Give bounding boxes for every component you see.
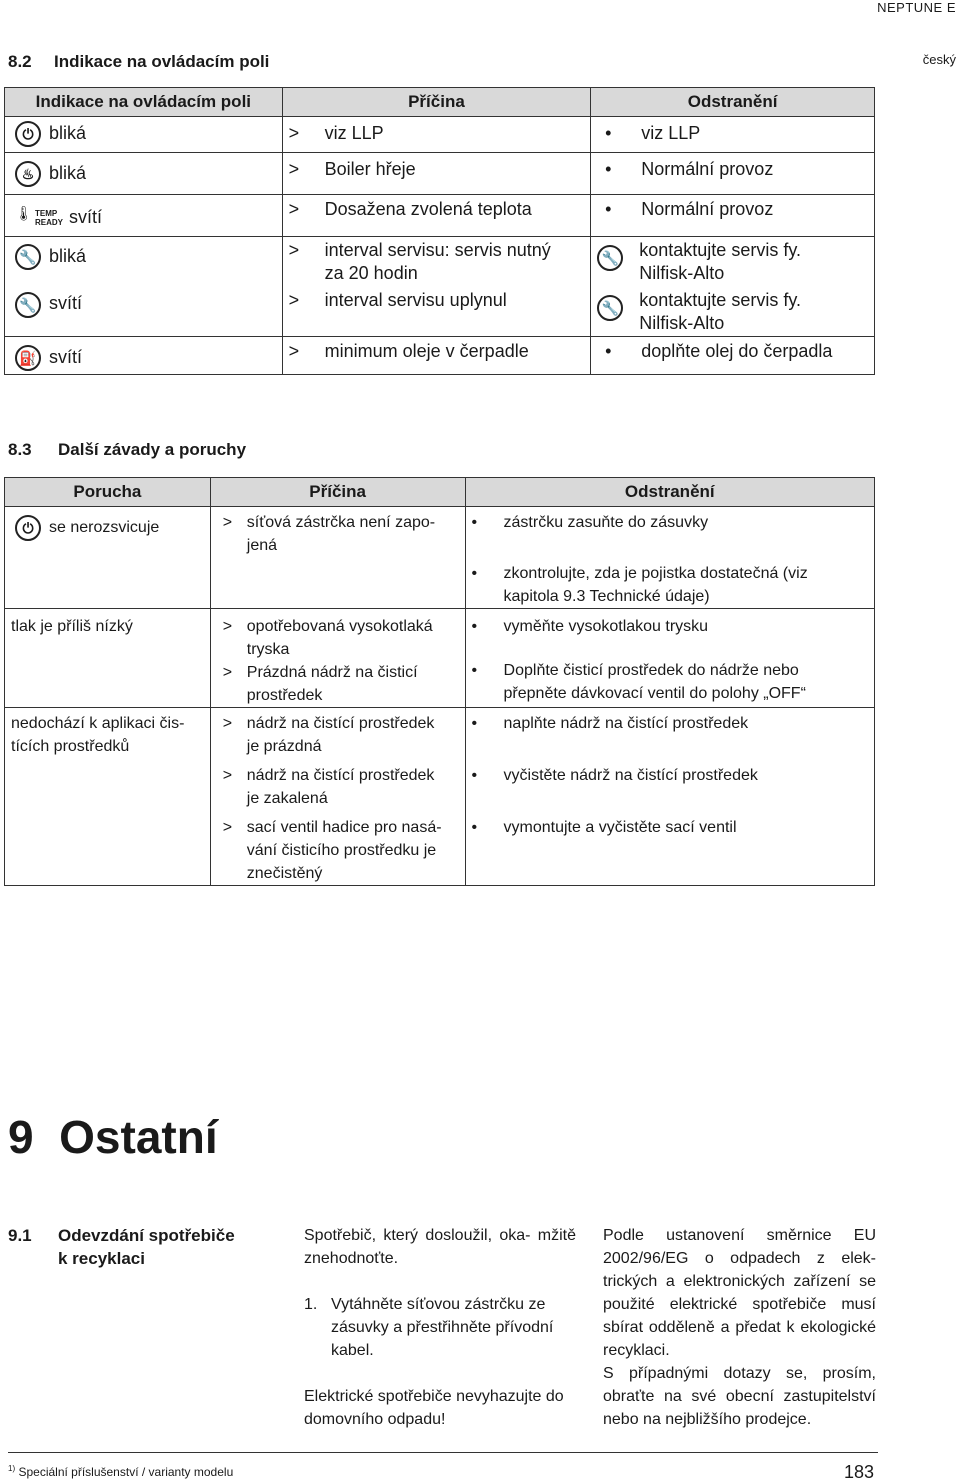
column-header: Porucha <box>5 478 211 507</box>
chapter-number: 9 <box>8 1111 34 1163</box>
footnote-text: Speciální příslušenství / varianty modelu <box>18 1465 234 1479</box>
cause-text: Boiler hřeje <box>324 159 416 179</box>
table-header-row <box>5 478 875 507</box>
gt-marker: > <box>288 290 300 310</box>
numbered-step <box>304 1293 576 1362</box>
fault-text: se nerozsvicuje <box>49 519 160 537</box>
fault-text: nedochází k aplikaci čis- tících prostředků <box>11 715 185 755</box>
gt-marker: > <box>222 819 233 836</box>
bullet-marker: • <box>471 662 478 679</box>
bullet-marker: • <box>471 618 478 635</box>
footnote <box>8 1464 233 1479</box>
indication-text: bliká <box>49 246 87 266</box>
indication-text: svítí <box>69 206 103 227</box>
gt-marker: > <box>288 159 300 179</box>
section-9-1-heading <box>8 1224 235 1270</box>
gt-marker: > <box>288 341 300 361</box>
remedy-text: doplňte olej do čerpadla <box>641 341 833 361</box>
table-row <box>5 337 875 375</box>
bullet-marker: • <box>471 767 478 784</box>
gt-marker: > <box>222 664 233 681</box>
remedy-text: zástrčku zasuňte do zásuvky <box>503 514 709 531</box>
footer-divider <box>8 1452 878 1453</box>
boiler-icon: ♨ <box>15 161 41 187</box>
indication-text: bliká <box>49 162 87 183</box>
language-label: český <box>922 52 956 67</box>
bullet-marker: • <box>471 514 478 531</box>
wrench-icon: 🔧 <box>15 292 41 318</box>
step-text: Vytáhněte síťovou zástrčku ze zásuvky a přestřihněte přívodní kabel. <box>331 1296 554 1359</box>
gt-marker: > <box>288 240 300 260</box>
fault-text: tlak je příliš nízký <box>11 618 133 635</box>
gt-marker: > <box>222 715 233 732</box>
remedy-text: vymontujte a vyčistěte sací ventil <box>503 819 737 836</box>
cause-text: minimum oleje v čerpadle <box>324 341 529 361</box>
wrench-icon: 🔧 <box>15 244 41 270</box>
cause-text: interval servisu uplynul <box>324 290 507 310</box>
cause-text: sací ventil hadice pro nasá- vání čisticího prostředku je znečistěný <box>246 819 442 882</box>
bullet-marker: • <box>605 123 612 143</box>
section-8-3-heading <box>8 440 246 460</box>
chapter-title: Ostatní <box>59 1111 218 1163</box>
bullet-marker: • <box>605 341 612 361</box>
remedy-text: kontaktujte servis fy. Nilfisk-Alto <box>639 290 801 333</box>
bullet-marker: • <box>471 715 478 732</box>
step-number: 1. <box>304 1296 318 1313</box>
remedy-text: kontaktujte servis fy. Nilfisk-Alto <box>639 240 801 283</box>
footnote-marker: 1) <box>8 1464 16 1473</box>
remedy-text: Normální provoz <box>641 199 774 219</box>
column-header: Odstranění <box>465 478 874 507</box>
bullet-marker: • <box>605 199 612 219</box>
indicator-table <box>4 87 875 375</box>
table-row <box>5 609 875 708</box>
plug-icon: ⏻ <box>15 515 41 541</box>
temp-ready-icon: TEMP READY <box>35 209 64 227</box>
remedy-text: Doplňte čisticí prostředek do nádrže nebo přepněte dávkovací ventil do polohy „OFF“ <box>503 662 806 702</box>
cause-text: nádrž na čistící prostředek je prázdná <box>246 715 435 755</box>
table-row <box>5 153 875 195</box>
paragraph: Podle ustanovení směrnice EU 2002/96/EG o odpadech z elek- trických a elektronických zařízení se použité elektrické spotřebiče musí sbírat odděleně a předat k ekologické recyklaci. <box>603 1227 876 1359</box>
column-header: Indikace na ovládacím poli <box>5 88 283 117</box>
table-row <box>5 195 875 237</box>
bullet-marker: • <box>471 565 478 582</box>
gt-marker: > <box>222 618 233 635</box>
cause-text: Dosažena zvolená teplota <box>324 199 532 219</box>
remedy-text: vyčistěte nádrž na čistící prostředek <box>503 767 758 784</box>
table-header-row <box>5 88 875 117</box>
bullet-marker: • <box>471 819 478 836</box>
table-row <box>5 708 875 886</box>
cause-text: viz LLP <box>324 123 384 143</box>
paragraph: Spotřebič, který dosloužil, oka- mžitě znehodnoťte. <box>304 1227 576 1267</box>
indication-text: bliká <box>49 122 87 143</box>
cause-text: Prázdná nádrž na čisticí prostředek <box>246 664 418 704</box>
section-8-2-heading <box>8 52 269 72</box>
table-row <box>5 117 875 153</box>
oil-can-icon: ⛽ <box>15 345 41 371</box>
indication-text: svítí <box>49 293 83 314</box>
section-title: Indikace na ovládacím poli <box>54 52 270 71</box>
eu-directive-text <box>603 1224 876 1431</box>
remedy-text: zkontrolujte, zda je pojistka dostatečná (viz kapitola 9.3 Technické údaje) <box>503 565 808 605</box>
section-number: 8.3 <box>8 440 32 459</box>
column-header: Příčina <box>210 478 465 507</box>
chapter-9-heading <box>8 1110 218 1164</box>
cause-text: interval servisu: servis nutný za 20 hodin <box>324 240 551 283</box>
gt-marker: > <box>222 767 233 784</box>
table-row-group <box>5 237 875 337</box>
cause-text: síťová zástrčka není zapo- jená <box>246 514 436 554</box>
plug-icon: ⏻ <box>15 121 41 147</box>
gt-marker: > <box>288 123 300 143</box>
bullet-marker: • <box>605 159 612 179</box>
indication-text: svítí <box>49 346 83 367</box>
brand-header: NEPTUNE E <box>877 0 956 15</box>
remedy-text: naplňte nádrž na čistící prostředek <box>503 715 749 732</box>
fault-table <box>4 477 875 886</box>
wrench-icon: 🔧 <box>597 295 623 321</box>
table-row <box>5 507 875 609</box>
thermometer-icon: 🌡 <box>15 205 33 221</box>
remedy-text: Normální provoz <box>641 159 774 179</box>
remedy-text: viz LLP <box>641 123 701 143</box>
cause-text: nádrž na čistící prostředek je zakalená <box>246 767 435 807</box>
paragraph: S případnými dotazy se, prosím, obraťte na své obecní zastupitelství nebo na nejbližšího prodejce. <box>603 1365 876 1428</box>
remedy-text: vyměňte vysokotlakou trysku <box>503 618 709 635</box>
paragraph: Elektrické spotřebiče nevyhazujte do domovního odpadu! <box>304 1388 564 1428</box>
gt-marker: > <box>288 199 300 219</box>
cause-text: opotřebovaná vysokotlaká tryska <box>246 618 433 658</box>
wrench-icon: 🔧 <box>597 245 623 271</box>
section-number: 9.1 <box>8 1226 32 1245</box>
gt-marker: > <box>222 514 233 531</box>
section-title: Odevzdání spotřebiče k recyklaci <box>58 1226 235 1268</box>
column-header: Příčina <box>282 88 591 117</box>
page-number: 183 <box>843 1462 874 1482</box>
disposal-instructions <box>304 1224 576 1431</box>
section-title: Další závady a poruchy <box>58 440 247 459</box>
section-number: 8.2 <box>8 52 32 71</box>
column-header: Odstranění <box>591 88 875 117</box>
